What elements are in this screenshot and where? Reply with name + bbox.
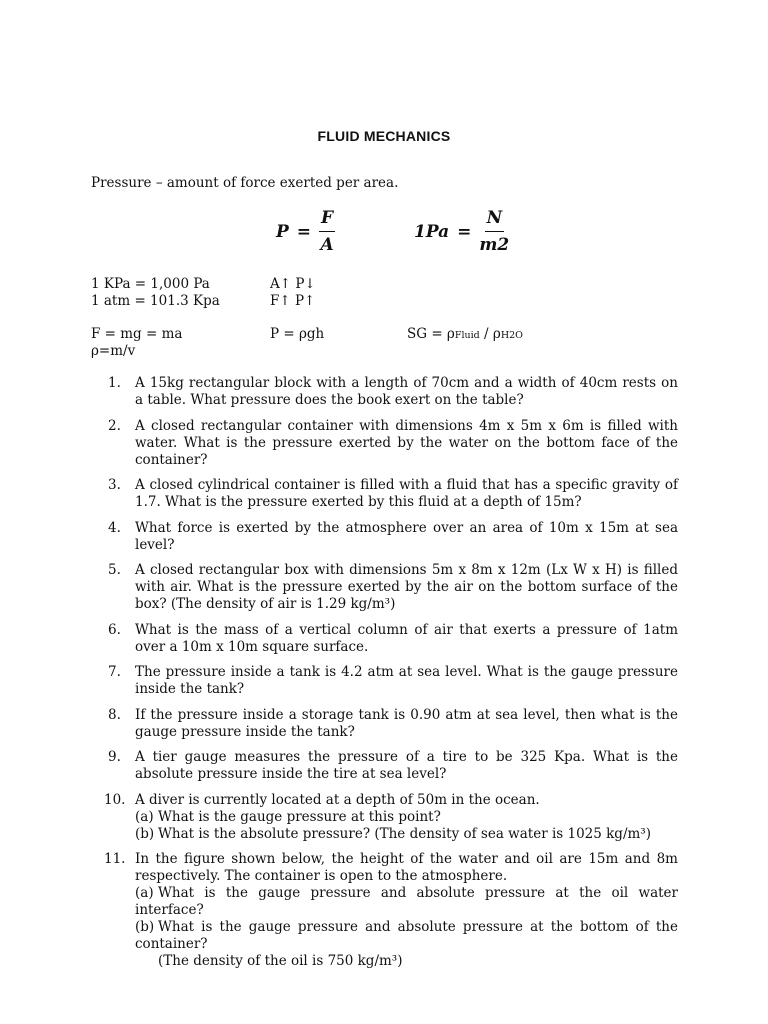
question-number: 6. [108, 621, 121, 638]
question-text: In the figure shown below, the height of the water and oil are 15m and 8m respectively. The container is open to the atmosphere. [135, 851, 678, 884]
question-text: What force is exerted by the atmosphere over an area of 10m x 15m at sea level? [135, 519, 678, 553]
formula-fraction [479, 208, 509, 255]
fact-atm: 1 atm = 101.3 Kpa [91, 293, 220, 309]
question-text: What is the mass of a vertical column of air that exerts a pressure of 1atm over a 10m x 10m square surface. [135, 621, 678, 655]
fact-specific-gravity [407, 326, 523, 342]
question-number: 8. [108, 706, 121, 723]
question-number: 2. [108, 417, 121, 434]
fact-area-relation: A↑ P↓ [270, 276, 316, 292]
fact-density: ρ=m/v [91, 343, 136, 359]
subpart-label: (b) [135, 825, 155, 842]
question-text: A closed rectangular container with dimensions 4m x 5m x 6m is filled with water. What is the pressure exerted by the water on the bottom face of the container? [135, 417, 678, 468]
question-subpart [135, 826, 678, 843]
formula-equals: = [457, 221, 472, 242]
question-subpart [135, 885, 678, 919]
formula-numerator: F [319, 208, 335, 232]
question-number: 1. [108, 375, 121, 391]
formula-numerator: N [485, 208, 505, 232]
subpart-label: (a) [135, 808, 154, 825]
fact-kpa: 1 KPa = 1,000 Pa [91, 276, 210, 292]
question-item [108, 375, 678, 409]
question-item [108, 749, 678, 783]
question-text: The pressure inside a tank is 4.2 atm at sea level. What is the gauge pressure inside the tank? [135, 664, 678, 697]
question-text: A tier gauge measures the pressure of a tire to be 325 Kpa. What is the absolute pressure inside the tire at sea level? [135, 749, 678, 782]
question-text: A diver is currently located at a depth of 50m in the ocean. [135, 791, 540, 808]
subpart-label: (b) [135, 919, 155, 935]
question-item [108, 520, 678, 554]
formula-denominator: A [320, 235, 334, 255]
question-subpart [135, 919, 678, 953]
question-item [108, 477, 678, 511]
question-item [104, 851, 678, 970]
question-item [104, 791, 678, 843]
formula-denominator: m2 [479, 235, 510, 255]
question-number: 5. [108, 562, 121, 578]
subpart-text: What is the gauge pressure and absolute pressure at the oil water interface? [135, 885, 678, 918]
subpart-label: (a) [135, 885, 154, 901]
question-number: 7. [108, 664, 121, 680]
question-subpart [135, 809, 678, 826]
definition-term: Pressure [91, 175, 152, 191]
question-item [108, 707, 678, 741]
question-list [104, 375, 678, 979]
subpart-text: What is the absolute pressure? (The density of sea water is 1025 kg/m³) [158, 825, 651, 842]
question-text: A closed cylindrical container is filled with a fluid that has a specific gravity of 1.7. What is the pressure exerted by this fluid at a depth of 15m? [135, 477, 678, 510]
formula-lhs: P [276, 221, 289, 242]
subpart-text: What is the gauge pressure at this point? [158, 808, 441, 825]
pressure-formula [276, 208, 335, 255]
formula-lhs: 1Pa [414, 221, 450, 242]
formula-fraction [319, 208, 335, 255]
fact-hydrostatic: P = ρgh [270, 326, 325, 342]
question-number: 11. [104, 851, 126, 867]
question-number: 10. [104, 791, 126, 808]
pascal-formula [414, 208, 509, 255]
question-number: 3. [108, 477, 121, 493]
sg-prefix: SG = ρ [407, 326, 455, 342]
question-text: If the pressure inside a storage tank is 0.90 atm at sea level, then what is the gauge pressure inside the tank? [135, 706, 678, 740]
sg-water-subscript: H2O [500, 330, 523, 341]
formula-equals: = [296, 221, 312, 242]
question-item [108, 418, 678, 469]
pressure-definition [91, 175, 398, 191]
sg-fluid-subscript: Fluid [454, 330, 480, 341]
definition-text: – amount of force exerted per area. [151, 175, 399, 191]
question-note: (The density of the oil is 750 kg/m³) [158, 953, 403, 969]
question-text: A closed rectangular box with dimensions 5m x 8m x 12m (Lx W x H) is filled with air. What is the pressure exerted by the air on the bottom surface of the box? (The density of air is 1.29 kg/m³) [135, 562, 678, 612]
subpart-text: What is the gauge pressure and absolute pressure at the bottom of the container? [135, 919, 678, 952]
question-item [108, 622, 678, 656]
page-title: FLUID MECHANICS [317, 128, 451, 144]
fact-force-relation: F↑ P↑ [270, 293, 316, 309]
question-number: 4. [108, 519, 121, 536]
sg-slash: / ρ [479, 326, 501, 342]
question-number: 9. [108, 749, 121, 765]
question-item [108, 664, 678, 698]
question-text: A 15kg rectangular block with a length of 70cm and a width of 40cm rests on a table. What pressure does the book exert on the table? [135, 375, 678, 408]
question-item [108, 562, 678, 613]
fact-newton: F = mg = ma [91, 326, 183, 342]
